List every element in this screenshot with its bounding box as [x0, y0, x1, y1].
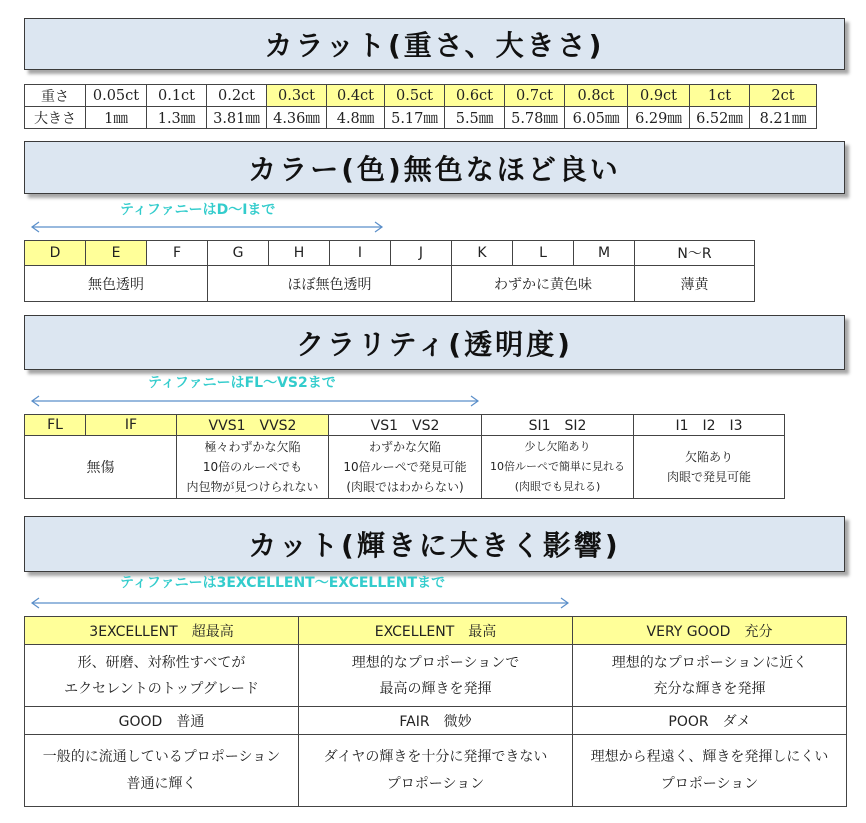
carat-weight-cell: 0.9ct — [628, 85, 690, 107]
color-grade-cell: J — [391, 241, 452, 266]
carat-weight-cell: 0.1ct — [147, 85, 207, 107]
carat-size-cell: 4.36㎜ — [267, 107, 327, 129]
clarity-desc-line: わずかな欠陥 — [368, 440, 441, 454]
color-header: カラー(色)無色なほど良い — [24, 141, 845, 194]
cut-desc-line: 形、研磨、対称性すべてが — [77, 654, 246, 671]
cut-desc-line: 普通に輝く — [126, 775, 197, 792]
clarity-desc-line: 10倍ルーペで簡単に見れる — [490, 460, 625, 473]
cut-desc-line: 充分な輝きを発揮 — [653, 680, 766, 697]
carat-size-cell: 5.5㎜ — [445, 107, 505, 129]
clarity-grade-cell: FL — [25, 415, 86, 436]
cut-grade-title: POOR ダメ — [573, 707, 847, 735]
clarity-grade-cell: VVS1 VVS2 — [177, 415, 329, 436]
cut-desc-line: 理想から程遠く、輝きを発揮しにくい — [590, 748, 829, 765]
color-grade-cell: D — [25, 241, 86, 266]
color-grade-cell: I — [330, 241, 391, 266]
cut-desc-line: 一般的に流通しているプロポーション — [42, 748, 281, 765]
carat-weight-label: 重さ — [25, 85, 86, 107]
color-table — [24, 240, 755, 302]
carat-size-cell: 5.78㎜ — [505, 107, 565, 129]
cut-desc-line: 理想的なプロポーションで — [351, 654, 520, 671]
color-grade-cell: E — [86, 241, 147, 266]
clarity-desc-line: (肉眼ではわからない) — [346, 480, 464, 494]
cut-desc-line: プロポーション — [660, 775, 759, 792]
color-grade-cell: M — [574, 241, 635, 266]
carat-size-cell: 8.21㎜ — [750, 107, 817, 129]
clarity-header: クラリティ(透明度) — [24, 315, 845, 370]
cut-desc-line: プロポーション — [386, 775, 485, 792]
carat-size-cell: 5.17㎜ — [385, 107, 445, 129]
color-grade-cell: H — [269, 241, 330, 266]
cut-range-arrow — [30, 597, 572, 609]
cut-grade-title: FAIR 微妙 — [299, 707, 573, 735]
clarity-flawless-cell: 無傷 — [25, 436, 177, 499]
cut-desc-line: 理想的なプロポーションに近く — [611, 654, 808, 671]
cut-grade-desc — [573, 645, 847, 707]
carat-weight-cell: 2ct — [750, 85, 817, 107]
clarity-range-arrow — [30, 395, 482, 407]
cut-grade-title: 3EXCELLENT 超最高 — [25, 617, 299, 645]
carat-weight-cell: 0.4ct — [327, 85, 385, 107]
clarity-desc-line: 10倍ルーペで発見可能 — [343, 460, 467, 474]
color-group-cell: わずかに黄色味 — [452, 266, 635, 302]
cut-grade-desc — [299, 645, 573, 707]
carat-weight-cell: 0.2ct — [207, 85, 267, 107]
clarity-desc-line: 肉眼で発見可能 — [666, 470, 751, 484]
cut-desc-line: 最高の輝きを発揮 — [379, 680, 492, 697]
clarity-note: ティファニーはFL～VS2まで — [148, 375, 336, 391]
cut-header: カット(輝きに大きく影響) — [24, 516, 845, 572]
cut-table — [24, 616, 847, 807]
color-grade-cell: K — [452, 241, 513, 266]
clarity-desc-i — [634, 436, 785, 499]
clarity-grade-cell: SI1 SI2 — [482, 415, 634, 436]
carat-size-cell: 6.05㎜ — [565, 107, 628, 129]
carat-size-cell: 6.29㎜ — [628, 107, 690, 129]
carat-header: カラット(重さ、大きさ) — [24, 18, 845, 70]
cut-grade-title: GOOD 普通 — [25, 707, 299, 735]
color-group-cell: 薄黄 — [635, 266, 755, 302]
color-grade-cell: L — [513, 241, 574, 266]
color-grade-cell: F — [147, 241, 208, 266]
color-grade-cell: N～R — [635, 241, 755, 266]
clarity-desc-vs — [329, 436, 482, 499]
carat-weight-cell: 0.5ct — [385, 85, 445, 107]
clarity-desc-line: (肉眼でも見れる) — [514, 480, 601, 493]
clarity-desc-line: 内包物が見つけられない — [186, 480, 319, 494]
color-group-cell: ほぼ無色透明 — [208, 266, 452, 302]
clarity-grade-cell: VS1 VS2 — [329, 415, 482, 436]
clarity-grade-cell: I1 I2 I3 — [634, 415, 785, 436]
color-range-arrow — [30, 221, 386, 233]
carat-weight-cell: 0.3ct — [267, 85, 327, 107]
carat-weight-cell: 0.05ct — [86, 85, 147, 107]
cut-grade-desc — [573, 735, 847, 807]
color-note: ティファニーはD～Iまで — [120, 202, 276, 218]
color-group-cell: 無色透明 — [25, 266, 208, 302]
clarity-desc-line: 少し欠陥あり — [524, 440, 591, 453]
carat-size-cell: 3.81㎜ — [207, 107, 267, 129]
carat-size-cell: 1.3㎜ — [147, 107, 207, 129]
clarity-desc-si — [482, 436, 634, 499]
carat-size-cell: 1㎜ — [86, 107, 147, 129]
cut-desc-line: エクセレントのトップグレード — [64, 680, 259, 697]
cut-grade-desc — [25, 735, 299, 807]
carat-size-label: 大きさ — [25, 107, 86, 129]
clarity-table — [24, 414, 785, 499]
carat-size-cell: 4.8㎜ — [327, 107, 385, 129]
cut-desc-line: ダイヤの輝きを十分に発揮できない — [323, 748, 548, 765]
clarity-desc-line: 10倍のルーペでも — [202, 460, 303, 474]
clarity-desc-line: 欠陥あり — [684, 450, 733, 464]
carat-table — [24, 84, 817, 129]
cut-grade-title: EXCELLENT 最高 — [299, 617, 573, 645]
cut-grade-title: VERY GOOD 充分 — [573, 617, 847, 645]
carat-weight-cell: 0.7ct — [505, 85, 565, 107]
cut-grade-desc — [299, 735, 573, 807]
cut-note: ティファニーは3EXCELLENT～EXCELLENTまで — [120, 575, 446, 591]
carat-weight-cell: 1ct — [690, 85, 750, 107]
clarity-grade-cell: IF — [86, 415, 177, 436]
clarity-desc-line: 極々わずかな欠陥 — [204, 440, 301, 454]
carat-size-cell: 6.52㎜ — [690, 107, 750, 129]
clarity-desc-vvs — [177, 436, 329, 499]
color-grade-cell: G — [208, 241, 269, 266]
cut-grade-desc — [25, 645, 299, 707]
carat-weight-cell: 0.8ct — [565, 85, 628, 107]
carat-weight-cell: 0.6ct — [445, 85, 505, 107]
